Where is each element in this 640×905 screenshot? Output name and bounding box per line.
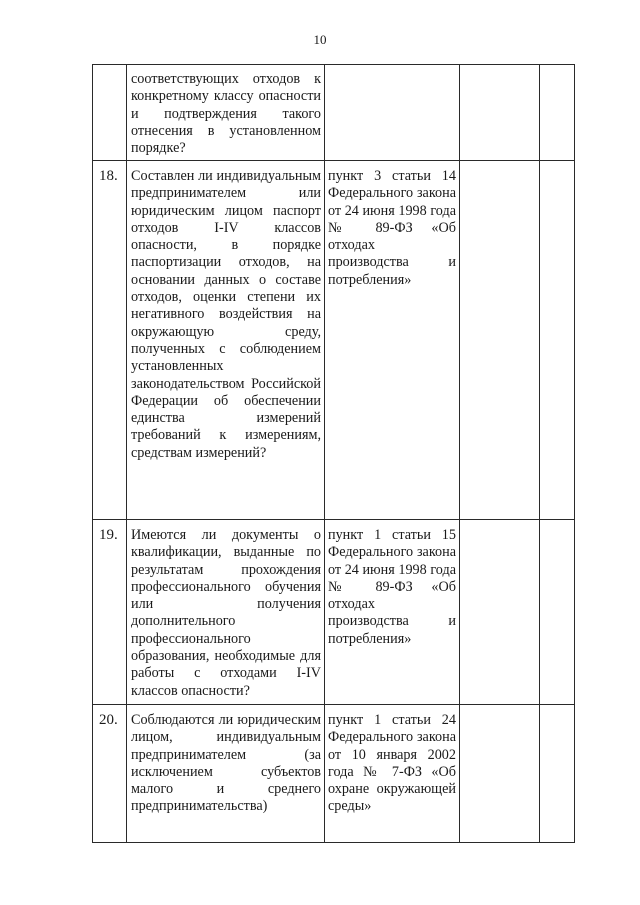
requirement-text: соответствующих отходов к конкретному классу опасности и подтверждения такого отнесения в установленном порядке? bbox=[131, 71, 321, 157]
empty-cell bbox=[540, 520, 575, 705]
requirement-text: Составлен ли индивидуальным предпринимателем или юридическим лицом паспорт отходов I-IV классов опасности, в порядке паспортизации отходов, на основании данных о составе отходов, оценки степени их негативного воздействия на окружающую среду, полученных с соблюдением установленных законодательством Российской Федерации об обеспечении единства измерений требований к измерениям, средствам измерений? bbox=[131, 168, 321, 461]
reference-text: пункт 1 статьи 24 Федерального закона от 10 января 2002 года № 7-ФЗ «Об охране окружающей среды» bbox=[328, 712, 456, 815]
requirement-text: Имеются ли документы о квалификации, выданные по результатам прохождения профессионального обучения или получения дополнительного профессионального образования, необходимые для работы с отходами I-IV классов опасности? bbox=[131, 527, 321, 699]
reference-cell bbox=[325, 161, 460, 520]
table-row bbox=[93, 705, 575, 843]
empty-cell bbox=[460, 520, 540, 705]
empty-cell bbox=[540, 161, 575, 520]
table-row bbox=[93, 65, 575, 161]
checklist-table bbox=[92, 64, 575, 843]
requirement-text: Соблюдаются ли юридическим лицом, индивидуальным предпринимателем (за исключением субъектов малого и среднего предпринимательства) bbox=[131, 712, 321, 815]
table-row bbox=[93, 520, 575, 705]
requirement-cell bbox=[127, 161, 325, 520]
table-row bbox=[93, 161, 575, 520]
reference-text bbox=[325, 65, 459, 72]
empty-cell bbox=[540, 65, 575, 161]
row-number-cell bbox=[93, 705, 127, 843]
reference-text: пункт 3 статьи 14 Федерального закона от 24 июня 1998 года № 89-ФЗ «Об отходах производства и потребления» bbox=[328, 168, 456, 288]
row-number-cell bbox=[93, 161, 127, 520]
empty-cell bbox=[460, 705, 540, 843]
row-number: 20. bbox=[99, 712, 118, 728]
row-number bbox=[93, 65, 126, 72]
row-number: 18. bbox=[99, 168, 118, 184]
reference-cell bbox=[325, 520, 460, 705]
row-number: 19. bbox=[99, 527, 118, 543]
row-number-cell bbox=[93, 65, 127, 161]
reference-text: пункт 1 статьи 15 Федерального закона от 24 июня 1998 года № 89-ФЗ «Об отходах производства и потребления» bbox=[328, 527, 456, 647]
reference-cell bbox=[325, 65, 460, 161]
empty-cell bbox=[460, 65, 540, 161]
page-number: 10 bbox=[313, 32, 327, 47]
empty-cell bbox=[540, 705, 575, 843]
requirement-cell bbox=[127, 520, 325, 705]
reference-cell bbox=[325, 705, 460, 843]
requirement-cell bbox=[127, 705, 325, 843]
row-number-cell bbox=[93, 520, 127, 705]
empty-cell bbox=[460, 161, 540, 520]
requirement-cell bbox=[127, 65, 325, 161]
